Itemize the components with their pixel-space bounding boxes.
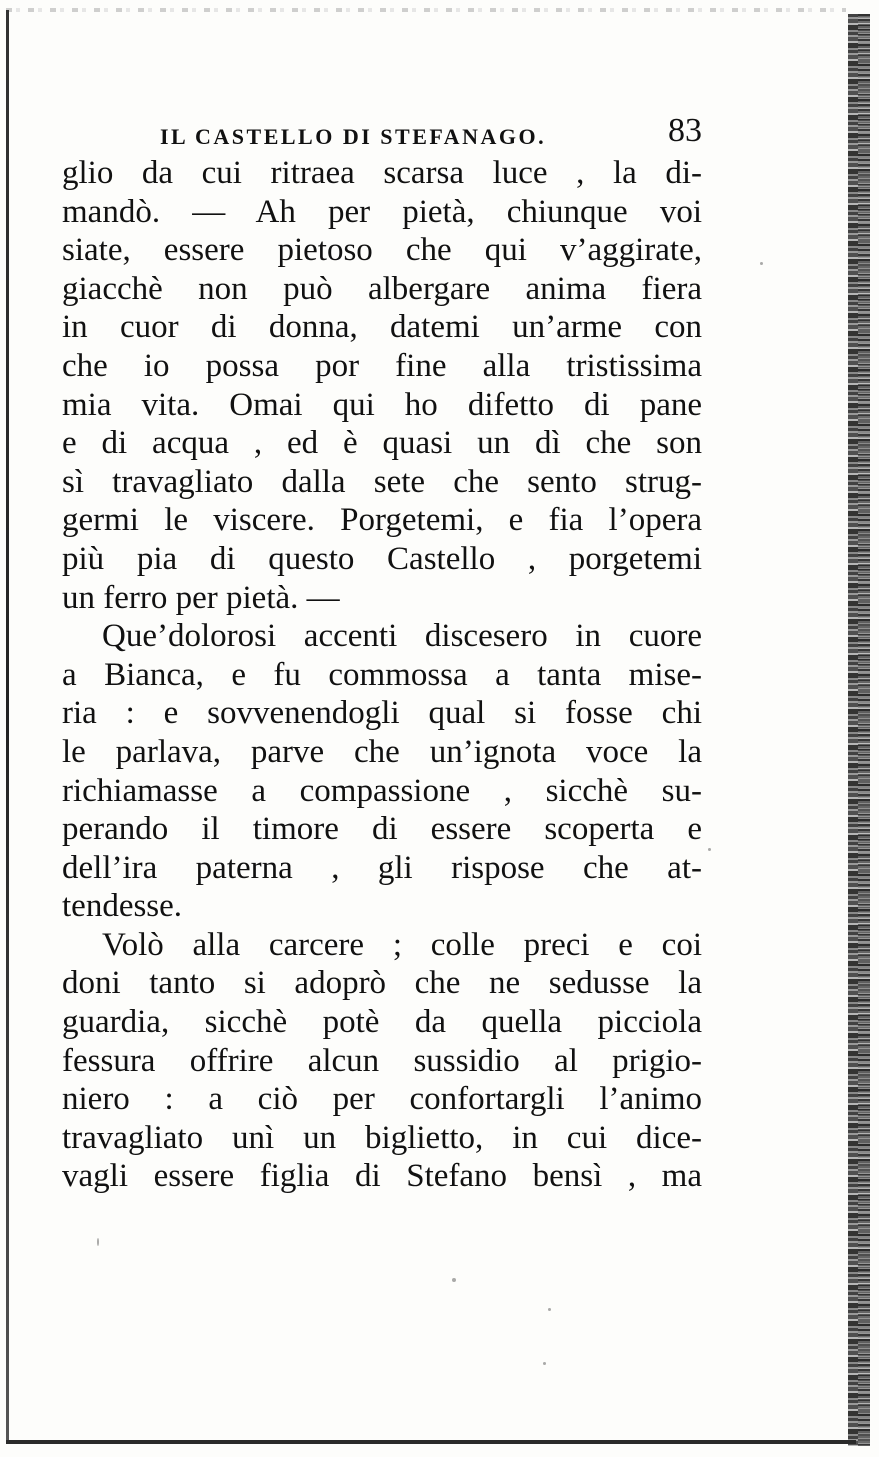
text-line: niero : a ciò per confortargli l’animo [62, 1081, 702, 1118]
scan-speck [548, 1308, 551, 1311]
text-line: a Bianca, e fu commossa a tanta mise- [62, 656, 702, 693]
scan-speck [452, 1278, 456, 1282]
text-line: e di acqua , ed è quasi un dì che son [62, 425, 702, 462]
scan-edge-bottom [6, 1440, 856, 1444]
scan-speck [708, 848, 711, 851]
text-line: le parlava, parve che un’ignota voce la [62, 733, 702, 770]
text-line: in cuor di donna, datemi un’arme con [62, 309, 702, 346]
text-line: travagliato unì un biglietto, in cui dice- [62, 1119, 702, 1156]
scan-speck [543, 1362, 546, 1365]
text-line: doni tanto si adoprò che ne sedusse la [62, 965, 702, 1002]
scan-speck [97, 1238, 99, 1246]
text-line: glio da cui ritraea scarsa luce , la di- [62, 155, 702, 191]
scan-speck [760, 262, 763, 265]
text-line: dell’ira paterna , gli rispose che at- [62, 849, 702, 886]
text-line: sì travagliato dalla sete che sento strug- [62, 463, 702, 500]
text-line: Que’dolorosi accenti discesero in cuore [102, 618, 702, 655]
scan-edge-right [848, 14, 870, 1446]
page-header [160, 112, 712, 160]
running-title: IL CASTELLO DI STEFANAGO. [160, 124, 547, 149]
text-line: vagli essere figlia di Stefano bensì , ma [62, 1158, 702, 1195]
text-line: guardia, sicchè potè da quella picciola [62, 1004, 702, 1041]
scan-edge-top [6, 8, 846, 12]
text-line: tendesse. [62, 888, 183, 925]
scan-edge-left [6, 10, 9, 1442]
text-line: perando il timore di essere scoperta e [62, 811, 702, 848]
text-line: che io possa por fine alla tristissima [62, 347, 702, 384]
text-line: mia vita. Omai qui ho difetto di pane [62, 386, 702, 423]
text-line: ria : e sovvenendogli qual si fosse chi [62, 695, 702, 732]
body-text [62, 154, 702, 1196]
page-number: 83 [668, 112, 702, 149]
text-line: fessura offrire alcun sussidio al prigio- [62, 1042, 702, 1079]
text-line: più pia di questo Castello , porgetemi [62, 540, 702, 577]
text-line: mandò. — Ah per pietà, chiunque voi [62, 193, 702, 230]
text-line: un ferro per pietà. — [62, 579, 340, 616]
text-line: germi le viscere. Porgetemi, e fia l’opera [62, 502, 702, 539]
text-line: Volò alla carcere ; colle preci e coi [102, 926, 702, 963]
text-line: siate, essere pietoso che qui v’aggirate, [62, 232, 702, 269]
text-line: richiamasse a compassione , sicchè su- [62, 772, 702, 809]
text-line: giacchè non può albergare anima fiera [62, 270, 702, 307]
